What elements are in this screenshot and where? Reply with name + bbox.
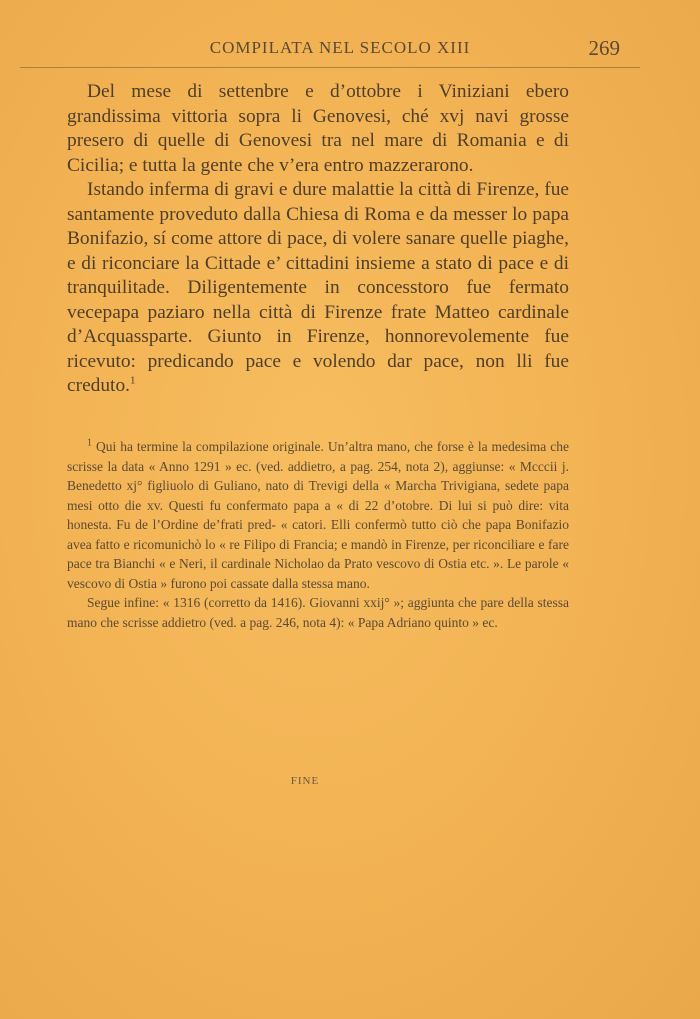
footnote-marker: 1 [87, 437, 92, 449]
running-title: COMPILATA NEL SECOLO XIII [209, 38, 471, 57]
footnote [67, 437, 569, 593]
end-mark: FINE [290, 775, 320, 787]
running-head [60, 38, 620, 62]
header-rule [20, 67, 640, 68]
footnotes [67, 437, 569, 632]
page-number: 269 [588, 36, 620, 60]
footnote-text: Qui ha termine la compilazione originale. Un’altra mano, che forse è la medesima che scrisse la data « Anno 1291 » ec. (ved. addietro, a pag. 254, nota 2), aggiunse: « Mcccii j. Benedetto xj° figliuolo di Guliano, nato di Trevigi della « Marcha Trivigiana, sedete papa mesi otto die xv. Questi fu confermato papa a « di 22 d’otobre. Di lui si può dire: vita honesta. Fu de l’Ordine de’frati pred- « catori. Elli confermò tutto ciò che papa Bonifazio avea fatto e ricomunichò lo « re Filipo di Francia; e mandò in Firenze, per riconciliare e fare pace tra Bianchi « e Neri, il cardinale Nicholao da Prato vescovo di Ostia etc. ». Le parole « vescovo di Ostia » furono poi cassate dalla stessa mano. [67, 439, 570, 591]
footnote-reference: 1 [130, 374, 136, 387]
paragraph-text: Istando inferma di gravi e dure malattie la città di Firenze, fue santamente proveduto dalla Chiesa di Roma e da messer lo papa Bonifazio, sí come attore di pace, di volere sanare quelle piaghe, e di riconciare la Cittade e’ cittadini insieme a stato di pace e di tranquilitade. Diligentemente in concesstoro fue fermato vecepapa paziaro nella città di Firenze frate Matteo cardinale d’Acquassparte. Giunto in Firenze, honnorevolemente fue ricevuto: predicando pace e volendo dar pace, non lli fue creduto. [67, 179, 569, 396]
footnote-continuation: Segue infine: « 1316 (corretto da 1416). Giovanni xxij° »; aggiunta che pare della stessa mano che scrisse addietro (ved. a pag. 246, nota 4): « Papa Adriano quinto » ec. [67, 595, 569, 630]
paragraph [67, 178, 569, 399]
paragraph: Del mese di settenbre e d’ottobre i Viniziani ebero grandissima vittoria sopra li Genovesi, ché xvj navi grosse presero di quelle di Genovesi tra nel mare di Romania e di Cicilia; e tutta la gente che v’era entro mazzerarono. [67, 81, 569, 176]
main-text [67, 80, 569, 399]
